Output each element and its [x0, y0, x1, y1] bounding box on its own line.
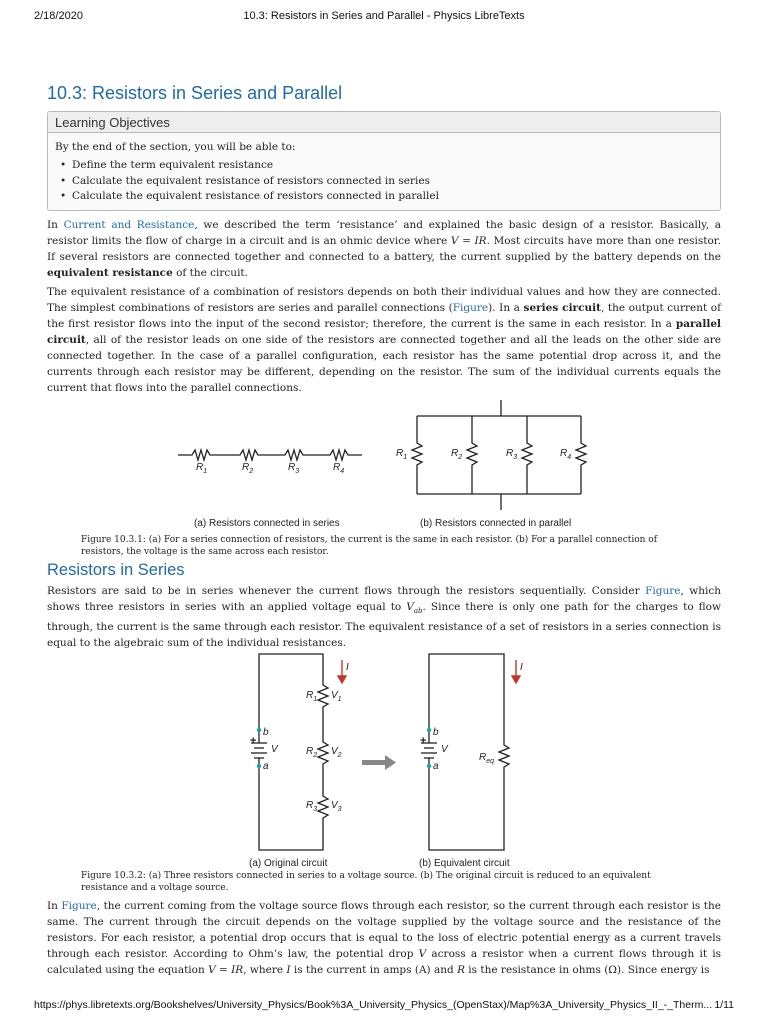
learning-objective-item: • Define the term equivalent resistance — [72, 158, 720, 174]
voltage-label-eq: V — [441, 744, 448, 755]
equation-ohms-law: V = IR — [450, 235, 487, 247]
link-figure[interactable]: Figure — [645, 585, 681, 597]
node-a-dot — [257, 764, 261, 768]
voltage-label-v2: $V_2$ — [331, 746, 342, 759]
current-label-eq: I — [520, 662, 523, 673]
voltage-label: V — [271, 744, 278, 755]
series-label-r2: $R_2$ — [242, 462, 254, 475]
text-run: , the output current of the first resistor flows into the input of the second resistor; therefore, the current is the same in each resistor. In a — [47, 302, 721, 330]
figure-1-label: Figure 10.3.1: — [81, 535, 146, 545]
parallel-resistor-1 — [412, 416, 422, 494]
text-run: is the current in amps (A) and — [290, 964, 458, 976]
learning-objective-item: • Calculate the equivalent resistance of resistors connected in series — [72, 174, 720, 190]
figure-2-caption-text: (a) Three resistors connected in series to a voltage source. (b) The original circuit is reduced to an equivalent resistance and a voltage source. — [81, 871, 651, 893]
node-b-label-eq: b — [433, 727, 439, 738]
caption-series: (a) Resistors connected in series — [194, 518, 340, 529]
learning-objective-item: • Calculate the equivalent resistance of resistors connected in parallel — [72, 189, 720, 205]
resistor-label-r2: $R_2$ — [306, 746, 318, 759]
parallel-label-r1: $R_1$ — [396, 448, 408, 461]
text-run: In — [47, 900, 62, 912]
parallel-resistor-2 — [467, 416, 477, 494]
link-figure[interactable]: Figure — [452, 302, 489, 314]
parallel-label-r2: $R_2$ — [451, 448, 463, 461]
figure-series-parallel — [170, 398, 600, 533]
series-label-r3: $R_3$ — [288, 462, 300, 475]
series-label-r1: $R_1$ — [196, 462, 208, 475]
text-run: ). In a — [488, 302, 524, 314]
resistor-label-r1: $R_1$ — [306, 690, 318, 703]
text-run: , which shows three resistors in series with an applied voltage equal to — [47, 585, 721, 613]
node-a-dot-eq — [427, 764, 431, 768]
print-url: https://phys.libretexts.org/Bookshelves/University_Physics/Book%3A_University_Physics_(OpenStax)/Map%3A_University_Physics_II_-_Therm... — [34, 999, 713, 1011]
series-resistor-chain — [178, 450, 362, 460]
resistor-label-r3: $R_3$ — [306, 800, 318, 813]
learning-objectives-list — [48, 154, 720, 205]
text-run: , we described the term ‘resistance’ and explained the basic design of a resistor. Basically, a resistor limits the flow of charge in a circuit and is an ohmic device where — [47, 219, 721, 247]
parallel-label-r4: $R_4$ — [560, 448, 572, 461]
text-run: , where — [243, 964, 287, 976]
var-i: I — [286, 964, 291, 976]
ohms-law-paragraph — [47, 898, 721, 978]
caption-original: (a) Original circuit — [249, 858, 328, 869]
learning-objectives-intro: By the end of the section, you will be able to: — [55, 141, 296, 153]
print-doc-title: 10.3: Resistors in Series and Parallel - Physics LibreTexts — [243, 10, 525, 22]
text-run: across a resistor when a current flows through it is calculated using the equation — [47, 948, 721, 976]
term-parallel-circuit: parallel circuit — [47, 318, 721, 346]
text-run: . Since there is only one path for the charges to flow through, the current is the same through each resistor. The equivalent resistance of a set of resistors in a series connection is equal to the algebraic sum of the individual resistances. — [47, 601, 721, 650]
parallel-resistor-3 — [522, 416, 532, 494]
voltage-label-v3: $V_3$ — [331, 800, 342, 813]
link-current-and-resistance[interactable]: Current and Resistance — [63, 219, 195, 231]
text-run: . Most circuits have more than one resistor. If several resistors are connected together and connected to a battery, the current supplied by the battery depends on the — [47, 235, 722, 263]
text-run: , the current coming from the voltage source flows through each resistor, so the current through each resistor is the same. The current through the circuit depends on the voltage supplied by the voltage source and the resistance of the resistors. For each resistor, a potential drop occurs that is equal to the loss of electric potential energy as a current travels through each resistor. According to Ohm’s law, the potential drop — [47, 900, 721, 960]
text-run: In — [47, 219, 64, 231]
series-label-r4: $R_4$ — [333, 462, 345, 475]
term-equivalent-resistance: equivalent resistance — [47, 267, 173, 279]
parallel-resistor-4 — [576, 416, 586, 494]
term-series-circuit: series circuit — [523, 302, 601, 314]
figure-1-caption — [81, 534, 689, 558]
var-sub-ab: ab — [413, 607, 423, 616]
page-number: 1/11 — [714, 999, 734, 1011]
caption-equivalent: (b) Equivalent circuit — [419, 858, 510, 869]
figure-1-caption-text: (a) For a series connection of resistors, the current is the same in each resistor. (b) For a parallel connection of resistors, the voltage is the same across each resistor. — [81, 535, 658, 557]
series-paragraph — [47, 583, 721, 651]
node-a-label-eq: a — [433, 761, 439, 772]
original-circuit-wire — [259, 654, 328, 850]
plus-sign-eq: + — [420, 735, 427, 747]
var-r: R — [457, 964, 465, 976]
combination-paragraph — [47, 284, 721, 396]
link-figure[interactable]: Figure — [61, 900, 97, 912]
learning-objectives-box — [47, 111, 721, 211]
text-run: The equivalent resistance of a combination of resistors depends on both their individual values and how they are connected. The simplest combinations of resistors are series and parallel connections ( — [47, 286, 721, 314]
learning-objectives-heading: Learning Objectives — [48, 112, 720, 133]
voltage-label-v1: $V_1$ — [331, 690, 342, 703]
plus-sign: + — [250, 735, 257, 747]
parallel-label-r3: $R_3$ — [506, 448, 518, 461]
equation-ohms-law: V = IR — [208, 964, 244, 976]
current-label: I — [346, 662, 349, 673]
figure-2-label: Figure 10.3.2: — [81, 871, 146, 881]
var-v: V — [406, 601, 414, 613]
text-run: is the resistance in ohms (Ω). Since energy is — [464, 964, 710, 976]
node-a-label: a — [263, 761, 269, 772]
page-title: 10.3: Resistors in Series and Parallel — [47, 83, 343, 103]
reduction-arrow — [362, 755, 396, 770]
text-run: Resistors are said to be in series whenever the current flows through the resistors sequentially. Consider — [47, 585, 646, 597]
print-date: 2/18/2020 — [34, 10, 83, 22]
node-b-dot — [257, 728, 261, 732]
text-run: , all of the resistor leads on one side of the resistors are connected together and all the leads on the other side are connected together. In the case of a parallel configuration, each resistor has the same potential drop across it, and the currents through each resistor may be different, depending on the resistor. The sum of the individual currents equals the current that flows into the parallel connections. — [47, 334, 721, 394]
req-label: $R_{eq}$ — [479, 752, 495, 765]
figure-series-circuit — [230, 648, 540, 870]
intro-paragraph — [47, 217, 721, 281]
node-b-label: b — [263, 727, 269, 738]
variable-v-ab — [406, 601, 423, 616]
node-b-dot-eq — [427, 728, 431, 732]
text-run: of the circuit. — [172, 267, 248, 279]
figure-2-caption — [81, 870, 689, 894]
caption-parallel: (b) Resistors connected in parallel — [420, 518, 572, 529]
section-title-series: Resistors in Series — [47, 561, 185, 579]
var-v: V — [418, 948, 427, 960]
